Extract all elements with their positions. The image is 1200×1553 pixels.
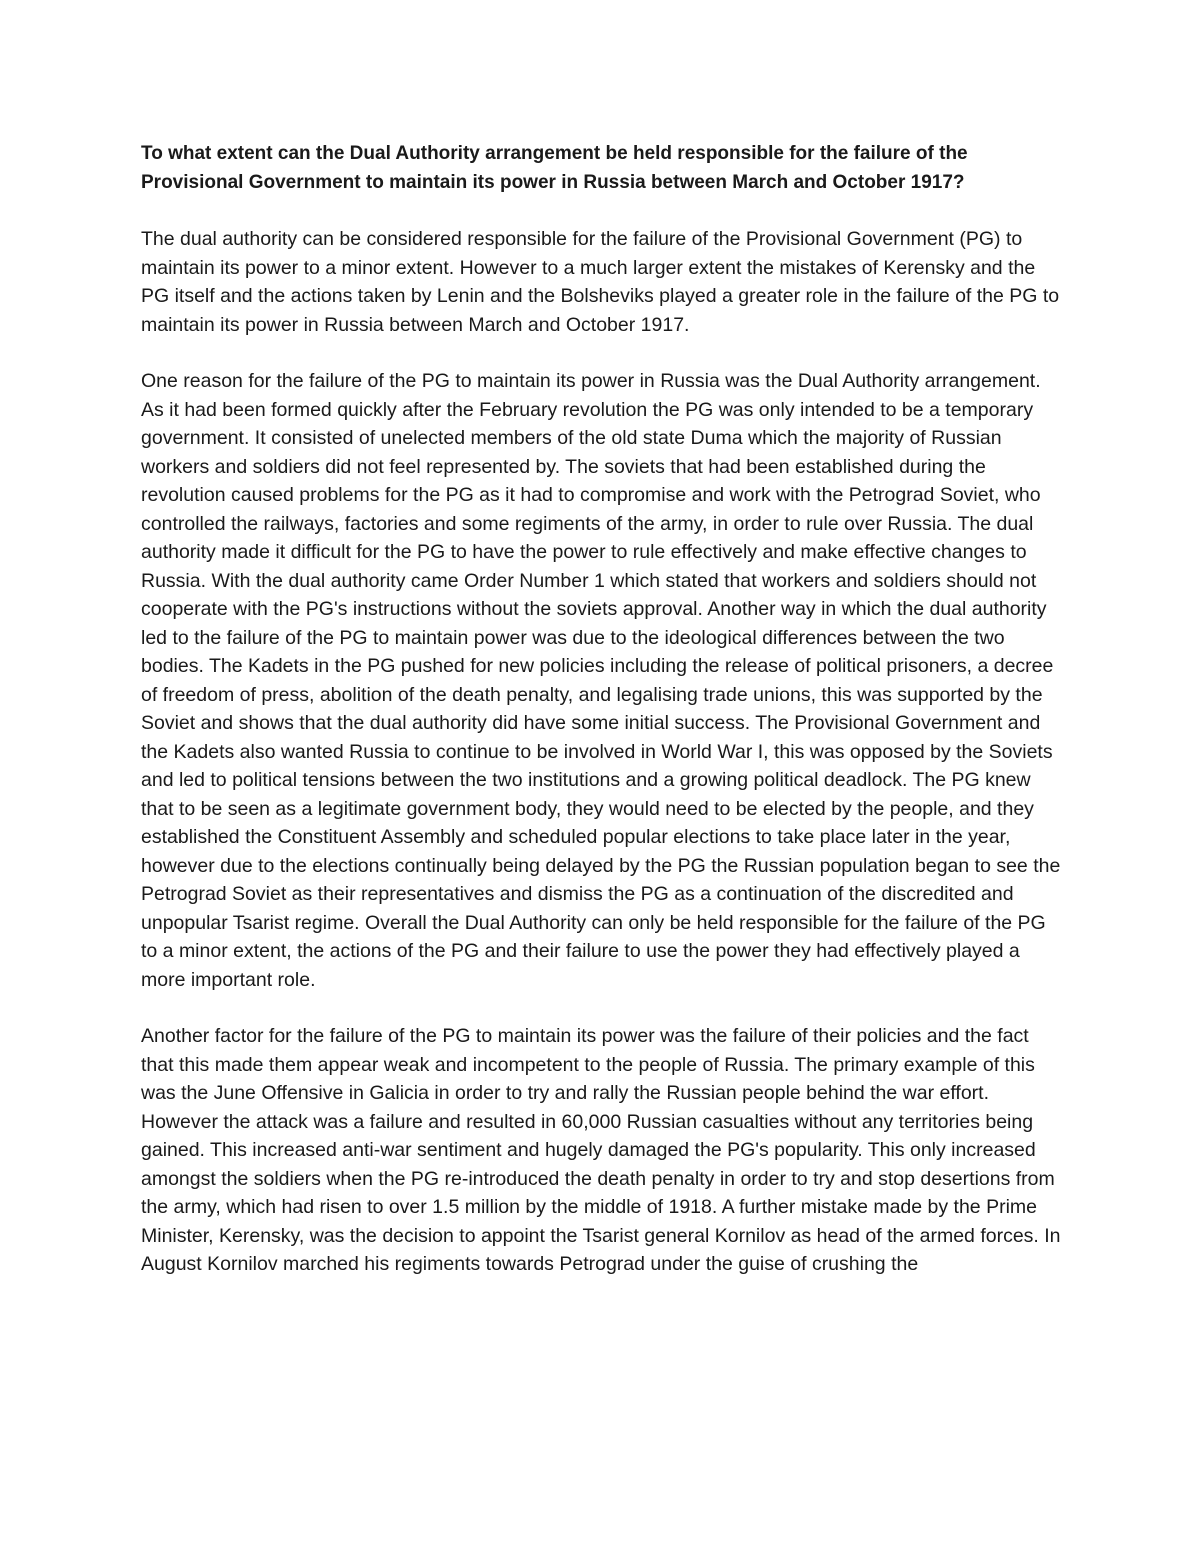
paragraph-dual-authority: One reason for the failure of the PG to maintain its power in Russia was the Dual Authority arrangement. As it had been formed quickly after the February revolution the PG was only intended to be a temporary government. It consisted of unelected members of the old state Duma which the majority of Russian workers and soldiers did not feel represented by. The soviets that had been established during the revolution caused problems for the PG as it had to compromise and work with the Petrograd Soviet, who controlled the railways, factories and some regiments of the army, in order to rule over Russia. The dual authority made it difficult for the PG to have the power to rule effectively and make effective changes to Russia. With the dual authority came Order Number 1 which stated that workers and soldiers should not cooperate with the PG's instructions without the soviets approval. Another way in which the dual authority led to the failure of the PG to maintain power was due to the ideological differences between the two bodies. The Kadets in the PG pushed for new policies including the release of political prisoners, a decree of freedom of press, abolition of the death penalty, and legalising trade unions, this was supported by the Soviet and shows that the dual authority did have some initial success. The Provisional Government and the Kadets also wanted Russia to continue to be involved in World War I, this was opposed by the Soviets and led to political tensions between the two institutions and a growing political deadlock. The PG knew that to be seen as a legitimate government body, they would need to be elected by the people, and they established the Constituent Assembly and scheduled popular elections to take place later in the year, however due to the elections continually being delayed by the PG the Russian population began to see the Petrograd Soviet as their representatives and dismiss the PG as a continuation of the discredited and unpopular Tsarist regime. Overall the Dual Authority can only be held responsible for the failure of the PG to a minor extent, the actions of the PG and their failure to use the power they had effectively played a more important role.: [141, 370, 1061, 991]
document-body: [141, 140, 1066, 1279]
paragraph-policy-failures: Another factor for the failure of the PG to maintain its power was the failure of their policies and the fact that this made them appear weak and incompetent to the people of Russia. The primary example of this was the June Offensive in Galicia in order to try and rally the Russian people behind the war effort. However the attack was a failure and resulted in 60,000 Russian casualties without any territories being gained. This increased anti-war sentiment and hugely damaged the PG's popularity. This only increased amongst the soldiers when the PG re-introduced the death penalty in order to try and stop desertions from the army, which had risen to over 1.5 million by the middle of 1918. A further mistake made by the Prime Minister, Kerensky, was the decision to appoint the Tsarist general Kornilov as head of the armed forces. In August Kornilov marched his regiments towards Petrograd under the guise of crushing the: [141, 1025, 1061, 1275]
essay-question: To what extent can the Dual Authority arrangement be held responsible for the failure of the Provisional Government to maintain its power in Russia between March and October 1917?: [141, 143, 968, 193]
paragraph-introduction: The dual authority can be considered responsible for the failure of the Provisional Government (PG) to maintain its power to a minor extent. However to a much larger extent the mistakes of Kerensky and the PG itself and the actions taken by Lenin and the Bolsheviks played a greater role in the failure of the PG to maintain its power in Russia between March and October 1917.: [141, 228, 1060, 336]
